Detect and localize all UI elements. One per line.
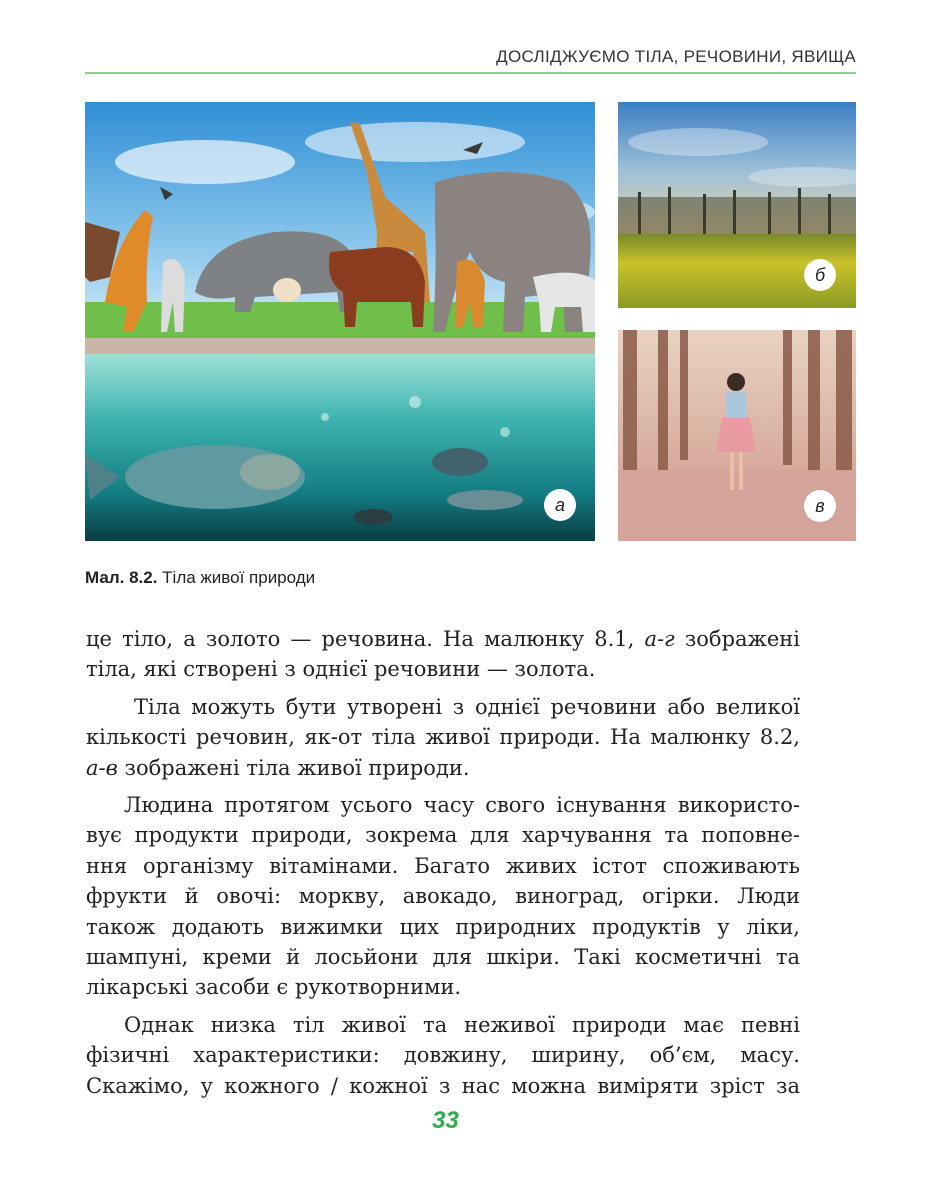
paragraph-1 xyxy=(86,624,800,685)
text-line: фізичні характеристики: довжину, ширину, об’єм, масу. xyxy=(86,1043,800,1068)
photo-girl-in-forest xyxy=(618,330,856,541)
text-line: а-в зображені тіла живої природи. xyxy=(86,755,470,780)
text-line: Людина протягом усього часу свого існування використо- xyxy=(124,793,800,818)
page-number: 33 xyxy=(432,1107,459,1134)
text-line: кількості речовин, як-от тіла живої природи. На малюнку 8.2, xyxy=(86,725,800,750)
text-line: тіла, які створені з однієї речовини — золота. xyxy=(86,657,596,682)
figure-caption-text: Тіла живої природи xyxy=(157,568,316,587)
text-line: це тіло, а золото — речовина. На малюнку 8.1, а-г зображені xyxy=(86,627,800,651)
text-line: також додають вижимки цих природних продуктів у ліки, xyxy=(86,914,800,939)
paragraph-4 xyxy=(86,1010,800,1101)
text-line: Однак низка тіл живої та неживої природи має певні xyxy=(124,1012,800,1037)
text-line: Тіла можуть бути утворені з однієї речовини або великої xyxy=(134,694,800,719)
paragraph-2 xyxy=(86,692,800,783)
text-line: Скажімо, у кожного / кожної з нас можна виміряти зріст за xyxy=(86,1073,800,1098)
figure-caption xyxy=(85,568,315,588)
text-line: лікарські засоби є рукотворними. xyxy=(86,975,462,1000)
figure-caption-label: Мал. 8.2. xyxy=(85,568,158,587)
section-header: ДОСЛІДЖУЄМО ТІЛА, РЕЧОВИНИ, ЯВИЩА xyxy=(496,47,856,66)
text-line: ння організму вітамінами. Багато живих істот споживають xyxy=(86,853,800,878)
header-divider xyxy=(85,72,856,74)
photo-animals-and-fish xyxy=(85,102,595,541)
text-line: вує продукти природи, зокрема для харчування та поповне- xyxy=(86,823,800,848)
photo-flower-field xyxy=(618,102,856,308)
paragraph-3 xyxy=(86,790,800,1003)
photo-badge-b: б xyxy=(804,259,836,291)
body-text xyxy=(86,624,800,1101)
text-line: шампуні, креми й лосьйони для шкіри. Такі косметичні та xyxy=(86,945,800,970)
photo-badge-c: в xyxy=(804,490,836,522)
text-line: фрукти й овочі: моркву, авокадо, виноград, огірки. Люди xyxy=(86,884,800,909)
photo-badge-a: а xyxy=(544,489,576,521)
